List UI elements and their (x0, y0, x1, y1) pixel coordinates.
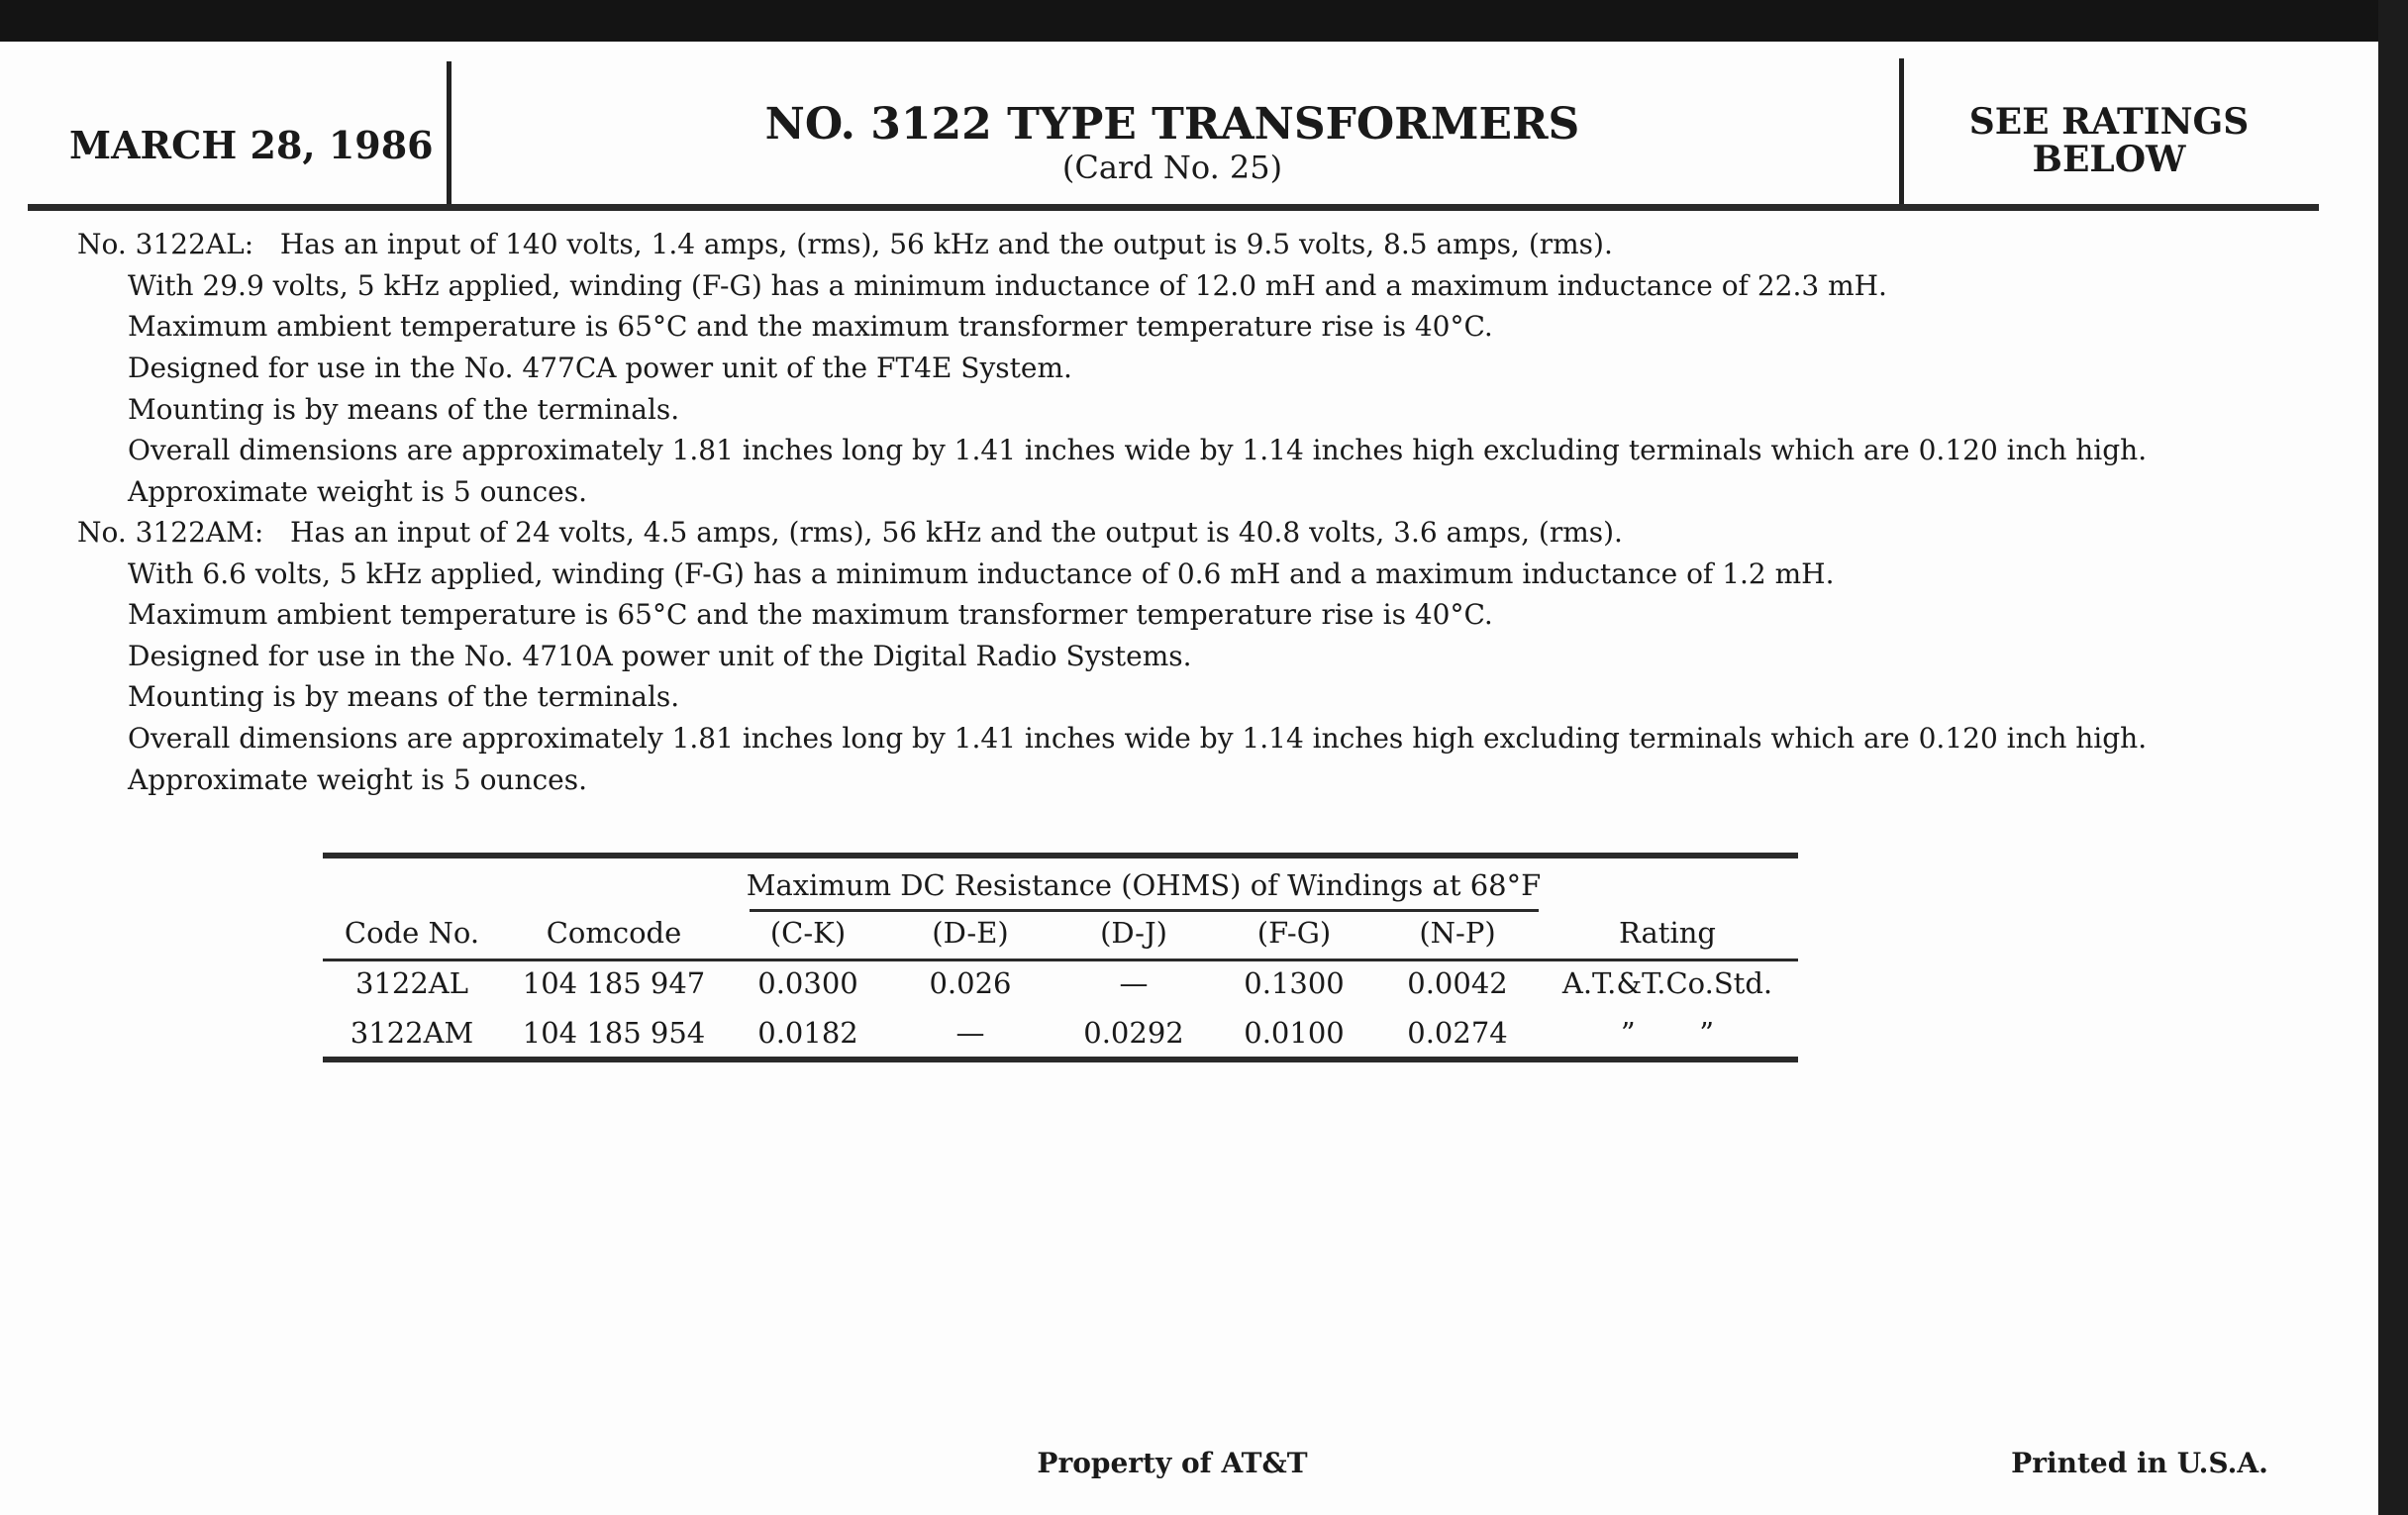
column-header: Comcode (546, 916, 682, 950)
card-date: MARCH 28, 1986 (69, 123, 434, 167)
item-line: Overall dimensions are approximately 1.81 inches long by 1.41 inches wide by 1.14 inches high excluding terminals which are 0.120 inch high. (128, 434, 2148, 466)
header-rule (28, 204, 2319, 211)
column-header: Rating (1619, 916, 1716, 950)
column-header: (C-K) (769, 916, 847, 950)
table-cell: 0.026 (929, 966, 1012, 1000)
table-cell: — (1119, 966, 1149, 1000)
table-cell: 0.0182 (757, 1016, 858, 1050)
item-line: With 6.6 volts, 5 kHz applied, winding (F-G) has a minimum inductance of 0.6 mH and a maximum inductance of 1.2 mH. (128, 557, 1835, 590)
table-bottom-rule (323, 1057, 1798, 1062)
table-group-header: Maximum DC Resistance (OHMS) of Windings at 68°F (746, 868, 1542, 902)
column-header: (D-J) (1100, 916, 1167, 950)
item-code-label: No. 3122AL: (77, 228, 254, 260)
table-cell: A.T.&T.Co.Std. (1561, 966, 1773, 1000)
item-line: With 29.9 volts, 5 kHz applied, winding (F-G) has a minimum inductance of 12.0 mH and a maximum inductance of 22.3 mH. (128, 269, 1887, 302)
item-description: Has an input of 24 volts, 4.5 amps, (rms), 56 kHz and the output is 40.8 volts, 3.6 amps, (rms). (289, 516, 1623, 549)
table-cell: 0.0300 (757, 966, 858, 1000)
item-code-label: No. 3122AM: (77, 516, 264, 549)
item-line: Mounting is by means of the terminals. (128, 680, 680, 713)
table-cell: 104 185 947 (522, 966, 706, 1000)
item-line: Maximum ambient temperature is 65°C and the maximum transformer temperature rise is 40°C. (128, 310, 1493, 343)
column-header: Code No. (344, 916, 480, 950)
card-title: NO. 3122 TYPE TRANSFORMERS (764, 99, 1580, 150)
table-cell: 104 185 954 (522, 1016, 706, 1050)
table-cell: 3122AL (354, 966, 469, 1000)
table-cell: 0.0042 (1407, 966, 1508, 1000)
column-header: (F-G) (1256, 916, 1332, 950)
item-line: Overall dimensions are approximately 1.81 inches long by 1.41 inches wide by 1.14 inches high excluding terminals which are 0.120 inch high. (128, 722, 2148, 755)
table-cell: 0.1300 (1244, 966, 1345, 1000)
header-divider-left (447, 61, 452, 208)
item-line: Mounting is by means of the terminals. (128, 393, 680, 426)
table-cell: 0.0100 (1244, 1016, 1345, 1050)
table-cell: 0.0292 (1083, 1016, 1184, 1050)
item-first-line (77, 228, 1613, 260)
header-divider-right (1899, 58, 1904, 205)
item-line: Maximum ambient temperature is 65°C and the maximum transformer temperature rise is 40°C. (128, 598, 1493, 631)
scan-border-right (2378, 0, 2408, 1515)
item-line: Designed for use in the No. 4710A power unit of the Digital Radio Systems. (128, 640, 1192, 672)
table-cell: 3122AM (350, 1016, 474, 1050)
group-header-rule (750, 909, 1539, 912)
card-subtitle: (Card No. 25) (1061, 149, 1283, 186)
column-header: (D-E) (932, 916, 1009, 950)
item-description: Has an input of 140 volts, 1.4 amps, (rms), 56 kHz and the output is 9.5 volts, 8.5 amps, (rms). (279, 228, 1613, 260)
ratings-note-line2: BELOW (2032, 139, 2186, 180)
table-cell: 0.0274 (1407, 1016, 1508, 1050)
table-cell: — (955, 1016, 985, 1050)
item-line: Approximate weight is 5 ounces. (128, 763, 588, 796)
scan-border-top (0, 0, 2408, 42)
column-header: (N-P) (1419, 916, 1496, 950)
header-bottom-rule (323, 959, 1798, 961)
ratings-note-line1: SEE RATINGS (1968, 101, 2250, 143)
item-line: Approximate weight is 5 ounces. (128, 475, 588, 508)
footer-printed: Printed in U.S.A. (2011, 1447, 2268, 1479)
item-first-line (77, 516, 1623, 549)
table-top-rule (323, 853, 1798, 858)
table-cell: ” ” (1620, 1016, 1715, 1050)
item-line: Designed for use in the No. 477CA power unit of the FT4E System. (128, 352, 1072, 384)
footer-property: Property of AT&T (1037, 1447, 1308, 1479)
